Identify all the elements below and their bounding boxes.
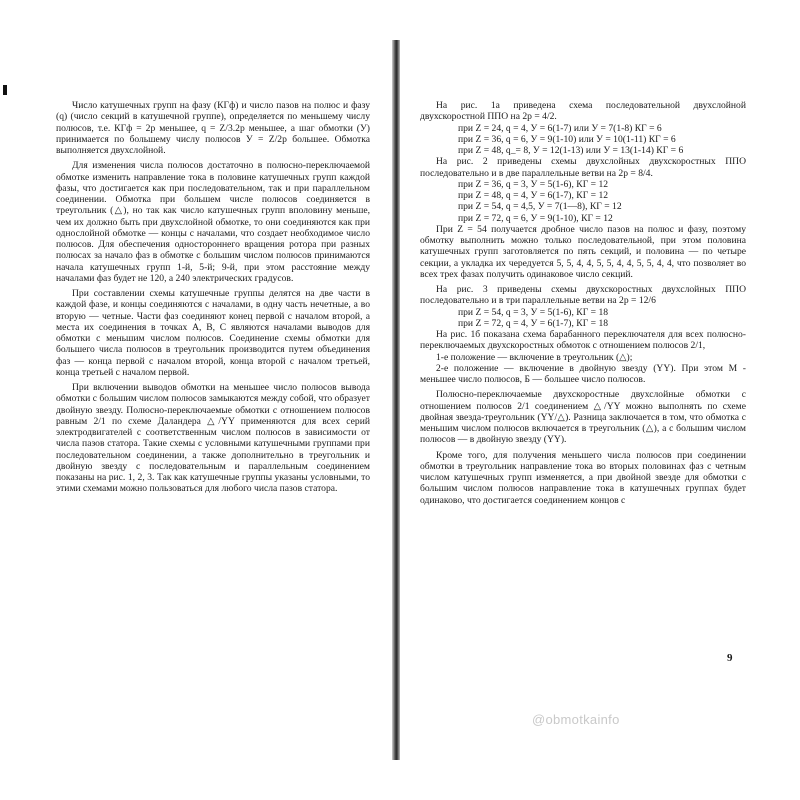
page-number: 9 — [727, 652, 733, 664]
formula-fig1-z36: при Z = 36, q = 6, У = 9(1-10) или У = 10(1-11) КГ = 6 — [458, 133, 676, 145]
formula-fig3-z72: при Z = 72, q = 4, У = 6(1-7), КГ = 18 — [458, 317, 609, 329]
right-position-2: 2-е положение — включение в двойную звезду (YY). При этом М - меньшее число полюсов, Б — большее число полюсов. — [420, 362, 746, 385]
right-paragraph-drum-switch: На рис. 1б показана схема барабанного переключателя для всех полюсно-переключаемых двухскоростных обмоток с отношением полюсов 2/1, — [420, 329, 746, 352]
left-paragraph-4: При включении выводов обмотки на меньшее число полюсов вывода обмотки с большим числом полюсов замыкаются между собой, что образует двойную звезду. Полюсно-переключаемые обмотки с отношением полюсов равным 2/1 по схеме Даландера △/YY применяются для всех серий электродвигателей с соответственным числом полюсов в зависимости от числа пазов статора. Такие схемы с условными катушечными группами при последовательном соединении, а также дополнительно в треугольник и двойную звезду с последовательным и параллельным соединением показаны на рис. 1, 2, 3. Так как катушечные группы указаны условными, то этими схемами можно пользоваться для любого числа пазов статора. — [56, 382, 370, 495]
formula-fig1-z24: при Z = 24, q = 4, У = 6(1-7) или У = 7(1-8) КГ = 6 — [458, 122, 662, 134]
scan-edge-mark — [3, 85, 7, 95]
right-paragraph-double-star: Полюсно-переключаемые двухскоростные двухслойные обмотки с отношением полюсов 2/1 соединением △/YY можно выполнять по схеме двойная звезда-треугольник (YY/△). Разница заключается в том, что обмотка с меньшим числом полюсов включается в треугольник (△), а с большим числом полюсов — в двойную звезду (YY). — [420, 389, 746, 446]
left-page — [56, 100, 370, 495]
right-intro-fig2: На рис. 2 приведены схемы двухслойных двухскоростных ППО последовательно и в две параллельные ветви на 2р = 8/4. — [420, 156, 746, 179]
right-paragraph-last: Кроме того, для получения меньшего числа полюсов при соединении обмотки в треугольник направление тока во вторых половинах фаз с четным числом катушечных групп изменяется, а при двойной звезде для обмотки с большим числом полюсов направление тока в катушечных группах будет одинаково, что достигается соединением концов с — [420, 449, 746, 506]
left-paragraph-2: Для изменения числа полюсов достаточно в полюсно-переключаемой обмотке изменить направление тока в половине катушечных групп каждой фазы, что достигается как при последовательном, так и при параллельном соединении. Обмотка при большем числе полюсов соединяется в треугольник (△), но так как число катушечных групп вполовину меньше, чем их должно быть при двухслойной обмотке, то они соединяются как при однослойной обмотке — концы с началами, что создает необходимое число полюсов. Для обеспечения одностороннего вращения ротора при разных полюсах за начало фаз в обмотке с большим числом полюсов принимаются начала катушечных групп 1-й, 5-й; 9-й, при этом расстояние между началами фаз будет не 120, а 240 электрических градусов. — [56, 160, 370, 284]
formula-fig2-z48: при Z = 48, q = 4, У = 6(1-7), КГ = 12 — [458, 190, 609, 201]
right-position-1: 1-е положение — включение в треугольник (△); — [436, 351, 633, 363]
formula-fig3-z54: при Z = 54, q = 3, У = 5(1-6), КГ = 18 — [458, 306, 609, 318]
right-intro-fig3: На рис. 3 приведены схемы двухскоростных двухслойных ППО последовательно и в три параллельные ветви на 2р = 12/6 — [420, 284, 746, 307]
right-intro-fig1: На рис. 1а приведена схема последовательной двухслойной двухскоростной ППО на 2р = 4/2. — [420, 100, 746, 123]
left-paragraph-1: Число катушечных групп на фазу (КГф) и число пазов на полюс и фазу (q) (число секций в катушечной группе), определяется по меньшему числу полюсов, т.е. КГф = 2р меньшее, q = Z/3.2p меньшее, а шаг обмотки (У) принимается по большему числу полюсов У = Z/2p большее. Обмотка выполняется двухслойной. — [56, 100, 370, 156]
formula-fig2-z36: при Z = 36, q = 3, У = 5(1-6), КГ = 12 — [458, 178, 609, 190]
watermark-text: @obmotkainfo — [532, 712, 620, 727]
formula-fig2-z54: при Z = 54, q = 4,5, У = 7(1—8), КГ = 12 — [458, 201, 622, 213]
left-paragraph-3: При составлении схемы катушечные группы делятся на две части в каждой фазе, и концы соединяются с началами, в одну часть нечетные, а во вторую — четные. Части фаз соединяют конец первой с началом второй, а места их соединения в точках А, В, С являются началами выводов для обмотки с меньшим числом полюсов. Соединение схемы обмотки для большего числа полюсов в треугольник производится путем объединения фаз — конца первой с началом второй, конца второй с началом третьей, конца третьей с началом первой. — [56, 288, 370, 378]
formula-fig1-z48: при Z = 48, q_= 8, У = 12(1-13) или У = 13(1-14) КГ = 6 — [458, 145, 684, 156]
right-paragraph-z54: При Z = 54 получается дробное число пазов на полюс и фазу, поэтому обмотку выполнить можно только последовательной, при этом половина катушечных групп заготовляется по пять секций, и половина — по четыре секции, а укладка их чередуется 5, 5, 4, 4, 5, 5, 4, 4, 5, 5, 4, 4, что позволяет во всех трех фазах получить одинаковое число секций. — [420, 223, 746, 280]
right-page — [420, 100, 746, 506]
book-gutter — [392, 40, 400, 760]
formula-fig2-z72: при Z = 72, q = 6, У = 9(1-10), КГ = 12 — [458, 212, 613, 224]
